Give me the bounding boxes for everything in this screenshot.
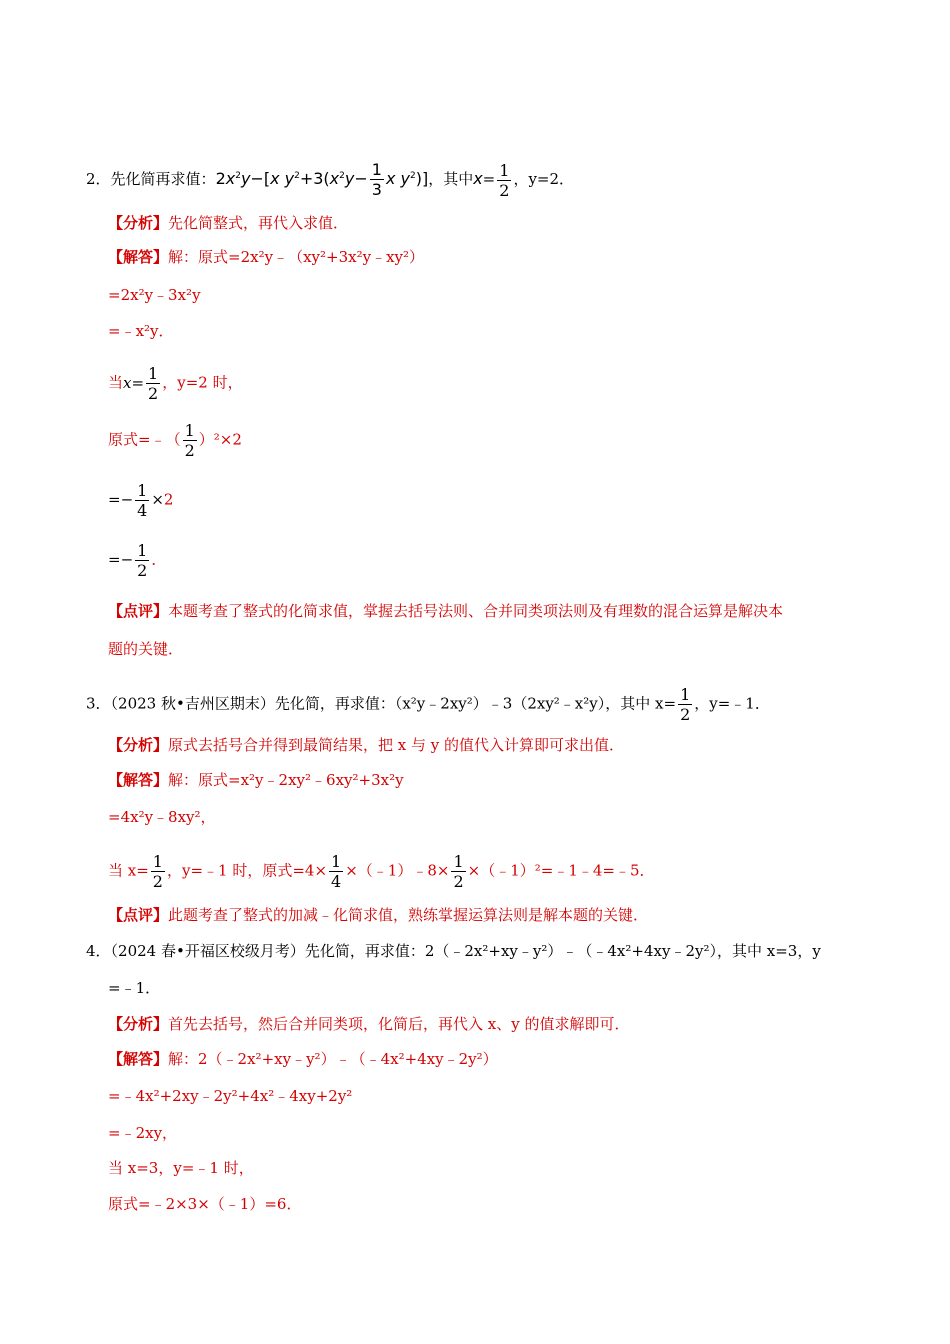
q3-stem: （2023 秋•吉州区期末）先化简，再求值：（x²y﹣2xy²）﹣3（2xy²﹣x²y），其中 x= <box>110 694 677 713</box>
q4-stem-line1 <box>86 940 821 962</box>
q3-substitute-fraction: $\frac{1}{2}$ <box>152 852 163 891</box>
q3-substitute-line: 当 x= $\frac{1}{2}$ ，y=﹣1 时，原式=4× $\frac{1}{4}$ ×（﹣1）﹣8× $\frac{1}{2}$ ×（﹣1）²=﹣1﹣4=﹣5． <box>108 852 655 891</box>
q2-substitute-line: 当x= $\frac{1}{2}$ ，y=2 时， <box>108 364 243 403</box>
q2-comment-line1: 【点评】本题考查了整式的化简求值，掌握去括号法则、合并同类项法则及有理数的混合运算是解决本 <box>108 602 784 620</box>
q2-step3-line: =− $\frac{1}{2}$ ． <box>108 541 167 580</box>
q2-original-line: 原式=﹣（ $\frac{1}{2}$ ）²×2 <box>108 421 242 460</box>
q2-step2-fraction: $\frac{1}{4}$ <box>137 481 148 520</box>
q2-fraction-third: $\frac{1}{3}$ <box>371 160 382 199</box>
q4-analysis: 【分析】首先去括号，然后合并同类项，化简后，再代入 x、y 的值求解即可． <box>108 1015 630 1033</box>
q2-step3-fraction: $\frac{1}{2}$ <box>137 541 148 580</box>
q4-answer-line2: =﹣4x²+2xy﹣2y²+4x²﹣4xy+2y² <box>108 1087 353 1105</box>
q3-analysis: 【分析】原式去括号合并得到最简结果，把 x 与 y 的值代入计算即可求出值． <box>108 736 625 754</box>
q3-stem-line: 3．（2023 秋•吉州区期末）先化简，再求值：（x²y﹣2xy²）﹣3（2xy²﹣x²y），其中 x= $\frac{1}{2}$ ，y=﹣1． <box>86 685 770 724</box>
q2-step2-line: =− $\frac{1}{4}$ ×2 <box>108 481 174 520</box>
q3-answer-line2: =4x²y﹣8xy²， <box>108 808 216 826</box>
q4-answer-line1: 【解答】解：2（﹣2x²+xy﹣y²）﹣（﹣4x²+4xy﹣2y²） <box>108 1050 498 1068</box>
q3-half-fraction: $\frac{1}{2}$ <box>453 852 464 891</box>
q2-condition-fraction: $\frac{1}{2}$ <box>499 160 510 200</box>
q4-number: 4． <box>86 942 111 960</box>
q4-answer-line3: =﹣2xy， <box>108 1124 178 1142</box>
q2-answer-line1: 【解答】解：原式=2x²y﹣（xy²+3x²y﹣xy²） <box>108 248 425 266</box>
q4-answer-line5: 原式=﹣2×3×（﹣1）=6． <box>108 1195 302 1213</box>
q2-answer-line3: =﹣x²y． <box>108 322 174 340</box>
q2-stem: 先化简再求值： <box>110 170 216 188</box>
q3-answer-line1: 【解答】解：原式=x²y﹣2xy²﹣6xy²+3x²y <box>108 771 404 789</box>
q2-answer-line2: =2x²y﹣3x²y <box>108 286 201 304</box>
q2-original-fraction: $\frac{1}{2}$ <box>184 421 195 460</box>
q2-stem-line: 2．先化简再求值：$2x^2y-[x$ $y^2+3(x^2y-$ $\frac{1}{3}$ x $y^2$)]，其中x= $\frac{1}{2}$ ，y=2． <box>86 160 575 200</box>
q2-analysis: 【分析】先化简整式，再代入求值． <box>108 214 349 232</box>
q3-condition-fraction: $\frac{1}{2}$ <box>680 685 691 724</box>
q2-number: 2． <box>86 170 111 188</box>
q2-condition: ，其中 <box>428 170 474 188</box>
q4-stem-line2: =﹣1． <box>108 979 161 997</box>
q2-comment-line2: 题的关键． <box>108 640 184 658</box>
q3-comment: 【点评】此题考查了整式的加减﹣化简求值，熟练掌握运算法则是解本题的关键． <box>108 906 649 924</box>
q4-stem: （2024 春•开福区校级月考）先化简，再求值：2（﹣2x²+xy﹣y²）﹣（﹣4x²+4xy﹣2y²），其中 x=3，y <box>110 942 821 960</box>
q2-expression: $2x^2y-[x$ $y^2+3(x^2y-$ $\frac{1}{3}$ x $y^2$)] <box>215 160 429 199</box>
q4-answer-line4: 当 x=3，y=﹣1 时， <box>108 1159 254 1177</box>
q2-substitute-fraction: $\frac{1}{2}$ <box>148 364 159 403</box>
q3-quarter-fraction: $\frac{1}{4}$ <box>331 852 342 891</box>
q3-number: 3． <box>86 694 111 713</box>
